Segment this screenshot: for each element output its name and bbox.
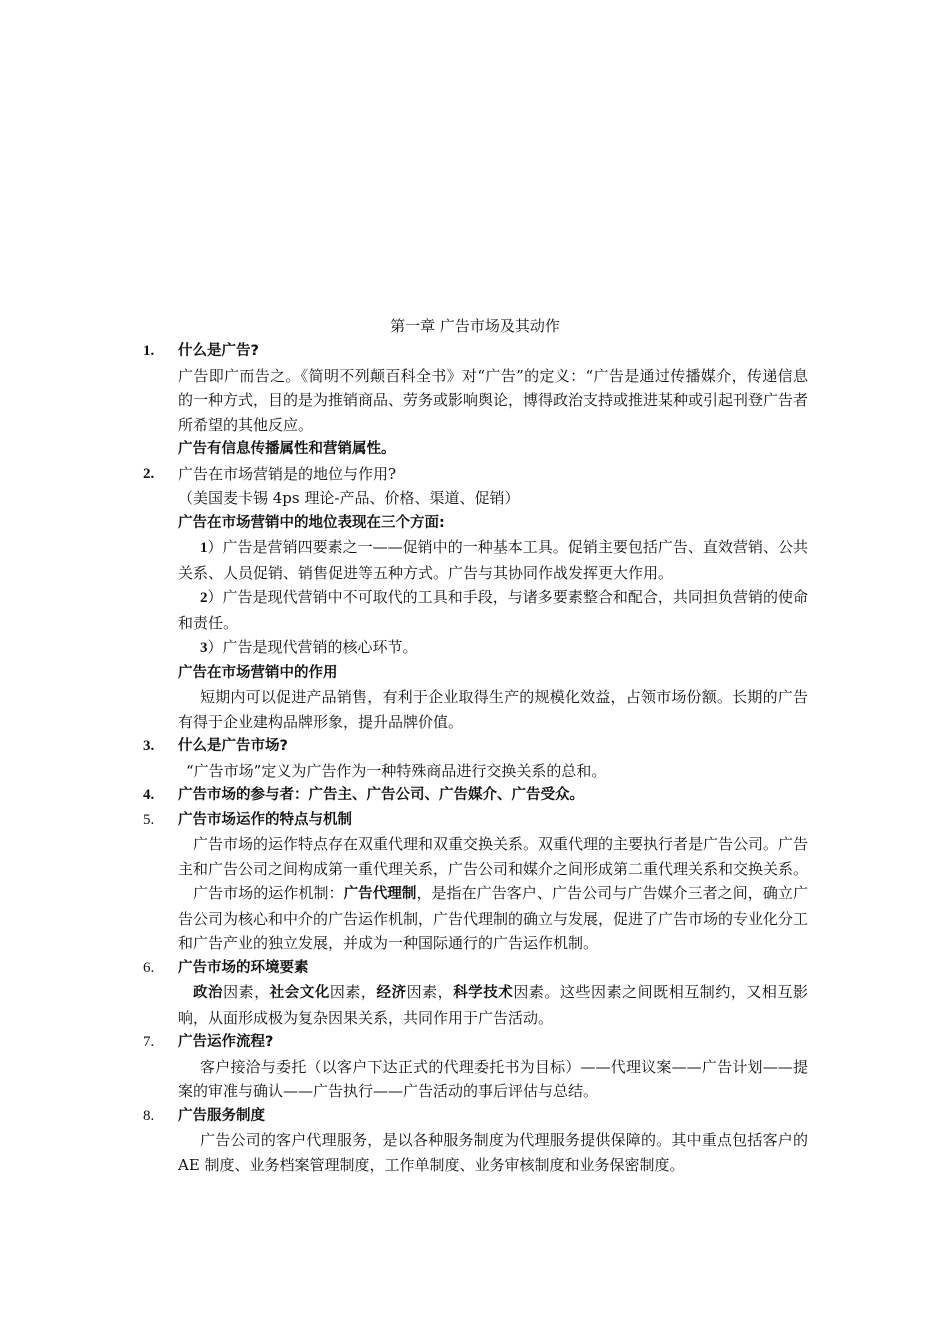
paragraph: 短期内可以促进产品销售，有利于企业取得生产的规模化效益，占领市场份额。长期的广告有得于企业建构品牌形象，提升品牌价值。 [178, 688, 808, 731]
section-5 [0, 808, 950, 956]
list-item-text: ）广告是营销四要素之一——促销中的一种基本工具。促销主要包括广告、直效营销、公共关系、人员促销、销售促进等五种方式。广告与其协同作战发挥更大作用。 [178, 538, 808, 582]
section-2 [0, 462, 950, 735]
section-heading: 什么是广告? [178, 343, 259, 359]
section-3 [0, 734, 950, 783]
section-heading: 广告运作流程? [178, 1034, 274, 1050]
text-run: 因素。这些因素之间既相互制约，又相互影响，从面形成极为复杂因果关系，共同作用于广告活动。 [178, 983, 809, 1027]
text-run-bold: 科学技术 [453, 985, 514, 1001]
section-number: 2. [143, 465, 155, 482]
chapter-title: 第一章 广告市场及其动作 [390, 317, 560, 335]
section-heading: 广告市场运作的特点与机制 [178, 811, 352, 828]
sub-heading: 广告在市场营销中的作用 [178, 664, 338, 681]
section-heading: 广告市场的环境要素 [178, 959, 309, 976]
text-run: 广告市场的运作机制： [193, 884, 344, 902]
text-run-bold: 政治 [193, 985, 224, 1001]
list-item-number: 1 [200, 540, 208, 556]
section-number: 4. [143, 787, 155, 803]
section-8 [0, 1104, 950, 1178]
section-heading: 什么是广告市场? [178, 738, 288, 754]
paragraph: 广告市场的运作特点存在双重代理和双重交换关系。双重代理的主要执行者是广告公司。广告主和广告公司之间构成第一重代理关系，广告公司和媒介之间形成第二重代理关系和交换关系。 [178, 835, 809, 878]
list-item-number: 2 [200, 590, 208, 606]
list-item-text: ）广告是现代营销的核心环节。 [207, 638, 418, 656]
paragraph [178, 980, 808, 1030]
section-number: 5. [143, 811, 155, 828]
section-number: 3. [143, 738, 155, 754]
paragraph-bold: 广告有信息传播属性和营销属性。 [178, 441, 396, 457]
paragraph: 广告公司的客户代理服务，是以各种服务制度为代理服务提供保障的。其中重点包括客户的 AE 制度、业务档案管理制度，工作单制度、业务审核制度和业务保密制度。 [178, 1131, 808, 1174]
text-run: 因素， [223, 983, 270, 1001]
list-item [178, 635, 808, 661]
section-6 [0, 956, 950, 1031]
section-1 [0, 339, 950, 462]
text-run: ，是指在广告客户、广告公司与广告媒介三者之间，确立广告公司为核心和中介的广告运作机制，广告代理制的确立与发展，促进了广告市场的专业化分工和广告产业的独立发展，并成为一种国际通行的广告运作机制。 [178, 884, 809, 952]
section-number: 7. [143, 1034, 155, 1050]
section-number: 1. [143, 343, 155, 359]
section-number: 8. [143, 1107, 155, 1124]
list-item-text: ）广告是现代营销中不可取代的工具和手段，与诸多要素整合和配合，共同担负营销的使命和责任。 [178, 588, 808, 632]
text-run-bold: 广告代理制 [343, 886, 417, 902]
document-body [0, 339, 950, 1177]
text-run-bold: 经济 [376, 985, 407, 1001]
section-4 [0, 783, 950, 808]
paragraph [178, 881, 808, 956]
paragraph: 广告即广而告之。《简明不列颠百科全书》对“广告”的定义：“广告是通过传播媒介，传递信息的一种方式，目的是为推销商品、劳务或影响舆论，博得政治支持或推进某种或引起刊登广告者所希望的其他反应。 [178, 366, 809, 434]
list-item [178, 585, 808, 635]
paragraph: 客户接洽与委托（以客户下达正式的代理委托书为目标）——代理议案——广告计划——提案的审准与确认——广告执行——广告活动的事后评估与总结。 [178, 1057, 808, 1100]
sub-heading: 广告在市场营销中的地位表现在三个方面: [178, 514, 445, 531]
list-item-number: 3 [200, 640, 208, 656]
section-heading: 广告服务制度 [178, 1107, 265, 1124]
text-run: 因素， [406, 983, 454, 1001]
section-7 [0, 1030, 950, 1104]
paragraph: “广告市场”定义为广告作为一种特殊商品进行交换关系的总和。 [186, 761, 607, 780]
text-run: 因素， [329, 983, 377, 1001]
paragraph-note: （美国麦卡锡 4ps 理论-产品、价格、渠道、促销） [178, 489, 520, 507]
section-heading: 广告市场的参与者：广告主、广告公司、广告媒介、广告受众。 [178, 787, 584, 803]
section-heading: 广告在市场营销是的地位与作用? [178, 464, 397, 483]
text-run-bold: 社会文化 [269, 985, 330, 1001]
list-item [178, 535, 808, 585]
section-number: 6. [143, 959, 155, 976]
